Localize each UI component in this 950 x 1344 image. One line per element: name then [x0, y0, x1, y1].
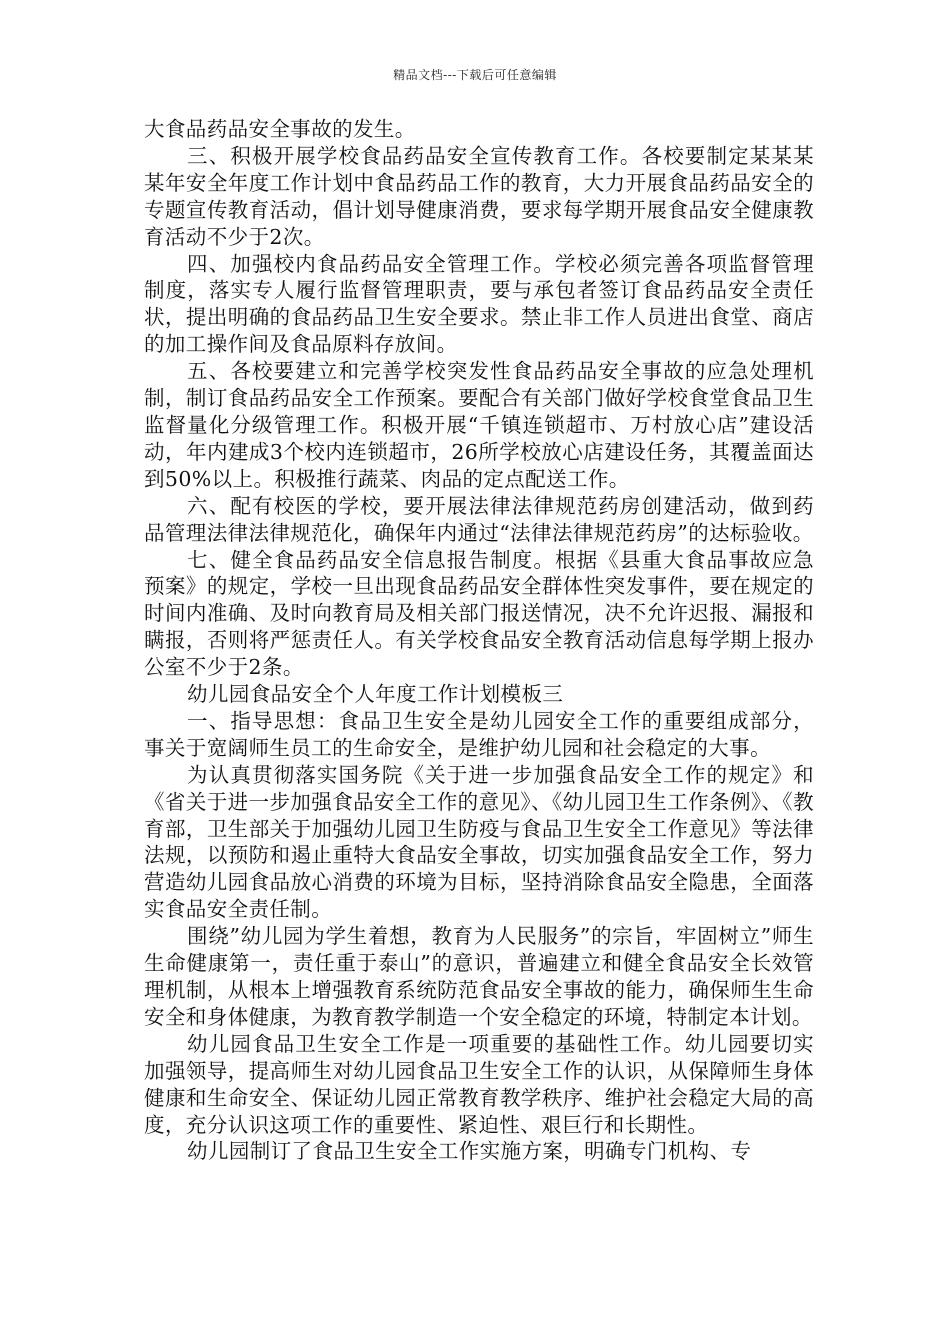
paragraph-2: 三、积极开展学校食品药品安全宣传教育工作。各校要制定某某某某年安全年度工作计划中食品药品工作的教育，大力开展食品药品安全的专题宣传教育活动，倡计划导健康消费，要求每学期开展食品安全健康教育活动不少于2次。 — [144, 143, 814, 249]
page-header: 精品文档---下载后可任意编辑 — [393, 68, 557, 82]
paragraph-8: 为认真贯彻落实国务院《关于进一步加强食品安全工作的规定》和《省关于进一步加强食品安全工作的意见》、《幼儿园卫生工作条例》、《教育部，卫生部关于加强幼儿园卫生防疫与食品卫生安全工作意见》等法律法规，以预防和遏止重特大食品安全事故，切实加强食品安全工作，努力营造幼儿园食品放心消费的环境为目标，坚持消除食品安全隐患，全面落实食品安全责任制。 — [144, 762, 814, 922]
paragraph-10: 幼儿园食品卫生安全工作是一项重要的基础性工作。幼儿园要切实加强领导，提高师生对幼儿园食品卫生安全工作的认识，从保障师生身体健康和生命安全、保证幼儿园正常教育教学秩序、维护社会稳定大局的高度，充分认识这项工作的重要性、紧迫性、艰巨行和长期性。 — [144, 1031, 814, 1137]
paragraph-5: 六、配有校医的学校，要开展法律法律规范药房创建活动，做到药品管理法律法律规范化，确保年内通过“法律法律规范药房”的达标验收。 — [144, 493, 814, 545]
section-title: 幼儿园食品安全个人年度工作计划模板三 — [187, 682, 564, 707]
paragraph-9: 围绕”幼儿园为学生着想，教育为人民服务”的宗旨，牢固树立”师生生命健康第一，责任重于泰山”的意识，普遍建立和健全食品安全长效管理机制，从根本上增强教育系统防范食品安全事故的能力，确保师生生命安全和身体健康，为教育教学制造一个安全稳定的环境，特制定本计划。 — [144, 924, 814, 1029]
document-body — [144, 116, 814, 1165]
paragraph-4: 五、各校要建立和完善学校突发性食品药品安全事故的应急处理机制，制订食品药品安全工作预案。要配合有关部门做好学校食堂食品卫生监督量化分级管理工作。积极开展“千镇连锁超市、万村放心店”建设活动，年内建成3个校内连锁超市，26所学校放心店建设任务，其覆盖面达到50%以上。积极推行蔬菜、肉品的定点配送工作。 — [144, 359, 814, 491]
paragraph-1: 大食品药品安全事故的发生。 — [144, 117, 416, 141]
paragraph-3: 四、加强校内食品药品安全管理工作。学校必须完善各项监督管理制度，落实专人履行监督管理职责，要与承包者签订食品药品安全责任状，提出明确的食品药品卫生安全要求。禁止非工作人员进出食堂、商店的加工操作间及食品原料存放间。 — [144, 251, 814, 357]
paragraph-6: 七、健全食品药品安全信息报告制度。根据《县重大食品事故应急预案》的规定，学校一旦出现食品药品安全群体性突发事件，要在规定的时间内准确、及时向教育局及相关部门报送情况，决不允许迟报、漏报和瞒报，否则将严惩责任人。有关学校食品安全教育活动信息每学期上报办公室不少于2条。 — [144, 547, 814, 680]
paragraph-7: 一、指导思想：食品卫生安全是幼儿园安全工作的重要组成部分，事关于宽阔师生员工的生命安全，是维护幼儿园和社会稳定的大事。 — [144, 708, 814, 760]
paragraph-11: 幼儿园制订了食品卫生安全工作实施方案，明确专门机构、专 — [187, 1139, 752, 1164]
